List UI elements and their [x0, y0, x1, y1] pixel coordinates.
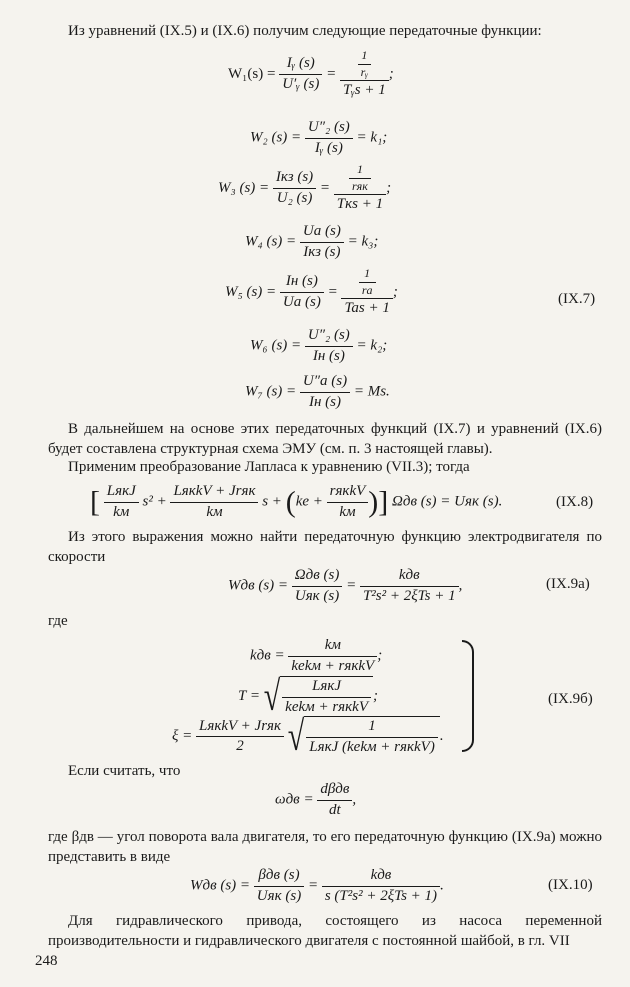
- equation-w2: W₂ (s) = $\frac{\text{U″₂ (s)}}{\text{Iᵧ (s)}}$ = k₁;: [250, 119, 388, 156]
- intro-text: Из уравнений (IX.5) и (IX.6) получим следующие передаточные функции:: [68, 23, 542, 39]
- equation-w4: W₄ (s) = $\frac{Ua (s)}{\text{Iкз (s)}}$ = k₃;: [245, 223, 379, 260]
- equation-xi: ξ = $\frac{\text{LякkV + Jrяк}}{2}$ √ $\frac{1}{\text{LякJ (kekм + rякkV)}}$ .: [172, 713, 444, 760]
- equation-tag-ix10: (IX.10): [548, 877, 593, 893]
- paragraph-3: Из этого выражения можно найти передаточную функцию электродвигателя по скорости: [48, 529, 602, 565]
- paragraph-6: Для гидравлического привода, состоящего из насоса переменной производительности и гидравлического двигателя с постоянной шайбой, в гл. VII: [48, 913, 602, 949]
- equation-tag-ix7: (IX.7): [558, 291, 596, 307]
- equation-w5: W₅ (s) = $\frac{Iн (s)}{Ua (s)}$ = $\frac{\frac{1}{ra}}{\text{Tas + 1}}$ ;: [225, 266, 398, 317]
- paragraph-4: Если считать, что: [68, 763, 181, 779]
- paragraph-5: где βдв — угол поворота вала двигателя, то его передаточную функцию (IX.9а) можно представить в виде: [48, 829, 602, 865]
- equation-tag-ix8: (IX.8): [556, 494, 594, 510]
- equation-w7: W₇ (s) = $\frac{U''a (s)}{Iн (s)}$ = Ms.: [245, 373, 390, 410]
- equation-ix8: [ $\frac{\text{LякJ}}{kм}$ s² + $\frac{\text{LякkV + Jrяк}}{kм}$ s + (ke + $\frac{\text{rякkV}}{kм}$ )] Ωдв (s) = Uяк (s).: [90, 483, 503, 520]
- equation-w6: W₆ (s) = $\frac{\text{U″₂ (s)}}{Iн (s)}$ = k₂;: [250, 327, 388, 364]
- equation-tag-ix9b: (IX.9б): [548, 691, 593, 707]
- equation-T: T = √ $\frac{\text{LякJ}}{\text{kekм + rякkV}}$ ;: [238, 673, 378, 720]
- equation-ix10: Wдв (s) = $\frac{\text{βдв (s)}}{\text{Uяк (s)}}$ = $\frac{\text{kдв}}{\text{s (T²s² + 2ξTs + 1)}}$ .: [190, 867, 444, 904]
- paragraph-2: Применим преобразование Лапласа к уравнению (VII.3); тогда: [68, 459, 470, 475]
- equation-kdv: kдв = $\frac{kм}{\text{kekм + rякkV}}$ ;: [250, 637, 383, 674]
- page-number: 248: [35, 953, 58, 969]
- equation-tag-ix9a: (IX.9а): [546, 576, 590, 592]
- paragraph-1: В дальнейшем на основе этих передаточных функций (IX.7) и уравнений (IX.6) будет составлена структурная схема ЭМУ (см. п. 3 настоящей главы).: [48, 421, 602, 457]
- right-brace: [462, 640, 474, 752]
- where-label: где: [48, 613, 68, 629]
- equation-ix9a: Wдв (s) = $\frac{\text{Ωдв (s)}}{\text{Uяк (s)}}$ = $\frac{\text{kдв}}{\text{T²s² + 2ξTs + 1}}$ ,: [228, 567, 463, 604]
- equation-omega: ωдв = $\frac{\text{dβдв}}{dt}$ ,: [275, 781, 357, 818]
- equation-w3: W₃ (s) = $\frac{\text{Iкз (s)}}{\text{U₂ (s)}}$ = $\frac{\frac{1}{\text{rяк}}}{\text{Tкs + 1}}$ ;: [218, 162, 392, 213]
- equation-w1: W₁(s) = $\frac{\text{Iᵧ (s)}}{\text{U′ᵧ (s)}}$ = $\frac{\frac{1}{\text{rᵧ}}}{\text{Tᵧs + 1}}$ ;: [228, 48, 394, 99]
